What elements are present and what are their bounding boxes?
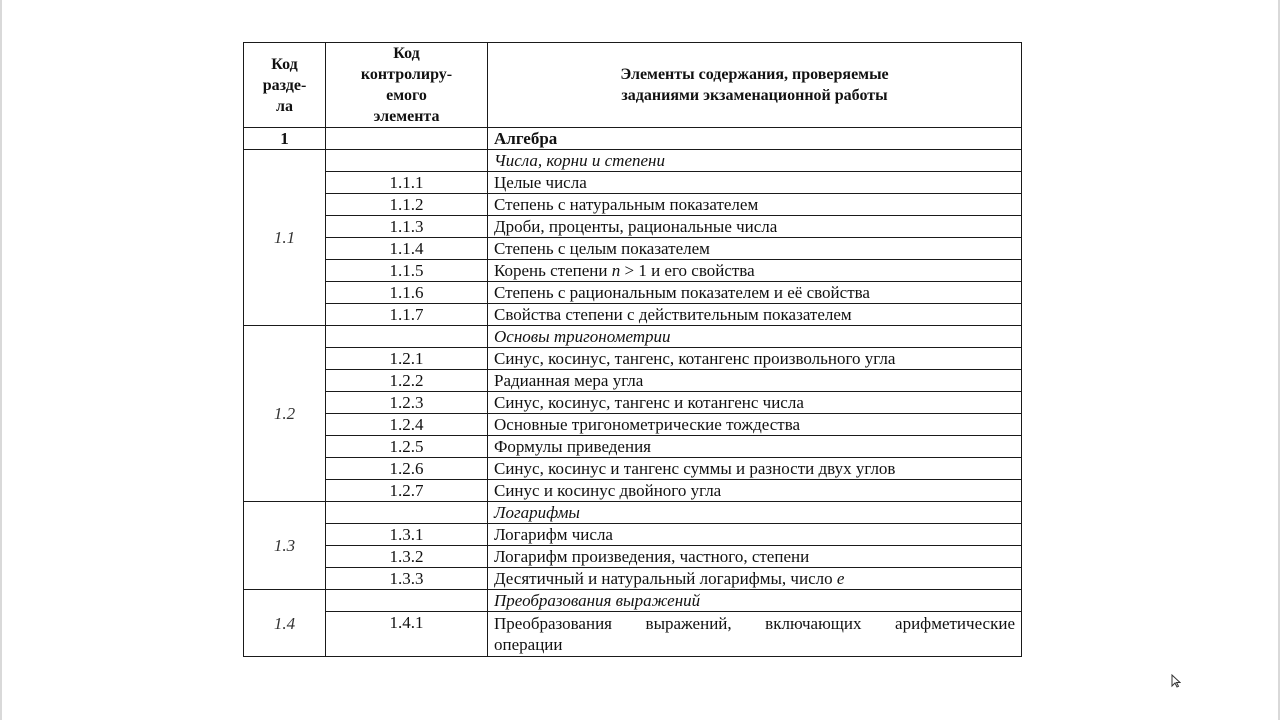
table-row	[244, 524, 1022, 546]
element-code: 1.1.6	[326, 282, 488, 304]
empty-cell	[326, 590, 488, 612]
element-text: Десятичный и натуральный логарифмы, число e	[488, 568, 1022, 590]
table-row	[244, 436, 1022, 458]
element-code: 1.1.4	[326, 238, 488, 260]
subsection-title: Логарифмы	[488, 502, 1022, 524]
table-row	[244, 194, 1022, 216]
subsection-row	[244, 150, 1022, 172]
empty-cell	[326, 326, 488, 348]
element-code: 1.2.2	[326, 370, 488, 392]
element-text: Степень с целым показателем	[488, 238, 1022, 260]
element-text: Дроби, проценты, рациональные числа	[488, 216, 1022, 238]
element-text: Синус и косинус двойного угла	[488, 480, 1022, 502]
element-text: Синус, косинус и тангенс суммы и разности двух углов	[488, 458, 1022, 480]
element-text: Синус, косинус, тангенс, котангенс произвольного угла	[488, 348, 1022, 370]
subsection-code: 1.2	[244, 326, 326, 502]
element-code: 1.1.5	[326, 260, 488, 282]
header-element-code: Код контролиру- емого элемента	[326, 43, 488, 128]
subsection-code: 1.3	[244, 502, 326, 590]
element-text: Степень с рациональным показателем и её свойства	[488, 282, 1022, 304]
element-text: Целые числа	[488, 172, 1022, 194]
mouse-cursor-icon	[1171, 674, 1181, 688]
element-text: Формулы приведения	[488, 436, 1022, 458]
table-row	[244, 260, 1022, 282]
element-code: 1.2.1	[326, 348, 488, 370]
subsection-row	[244, 590, 1022, 612]
subsection-title: Числа, корни и степени	[488, 150, 1022, 172]
table-row	[244, 546, 1022, 568]
codifier-table	[243, 42, 1022, 657]
table-row	[244, 392, 1022, 414]
element-text: Преобразования выражений, включающих арифметические операции	[488, 612, 1022, 657]
section-code: 1	[244, 128, 326, 150]
table-row	[244, 480, 1022, 502]
element-text: Радианная мера угла	[488, 370, 1022, 392]
element-code: 1.2.5	[326, 436, 488, 458]
table-row	[244, 370, 1022, 392]
element-code: 1.1.3	[326, 216, 488, 238]
element-code: 1.3.2	[326, 546, 488, 568]
element-text: Степень с натуральным показателем	[488, 194, 1022, 216]
element-code: 1.2.4	[326, 414, 488, 436]
header-section-code: Код разде- ла	[244, 43, 326, 128]
element-text: Логарифм произведения, частного, степени	[488, 546, 1022, 568]
subsection-title: Основы тригонометрии	[488, 326, 1022, 348]
table-row	[244, 238, 1022, 260]
section-row	[244, 128, 1022, 150]
subsection-code: 1.1	[244, 150, 326, 326]
element-code: 1.2.3	[326, 392, 488, 414]
element-text: Свойства степени с действительным показателем	[488, 304, 1022, 326]
variable-e: e	[836, 569, 845, 588]
subsection-title: Преобразования выражений	[488, 590, 1022, 612]
subsection-code: 1.4	[244, 590, 326, 657]
empty-cell	[326, 128, 488, 150]
table-row	[244, 282, 1022, 304]
header-content-elements: Элементы содержания, проверяемые заданиями экзаменационной работы	[488, 43, 1022, 128]
empty-cell	[326, 502, 488, 524]
page-edge-left	[0, 0, 2, 720]
subsection-row	[244, 326, 1022, 348]
section-title: Алгебра	[488, 128, 1022, 150]
element-code: 1.3.1	[326, 524, 488, 546]
element-text: Логарифм числа	[488, 524, 1022, 546]
table-row	[244, 304, 1022, 326]
element-text: Синус, косинус, тангенс и котангенс числа	[488, 392, 1022, 414]
table-row	[244, 216, 1022, 238]
element-code: 1.1.2	[326, 194, 488, 216]
element-text: Основные тригонометрические тождества	[488, 414, 1022, 436]
table-row	[244, 348, 1022, 370]
table-header-row	[244, 43, 1022, 128]
empty-cell	[326, 150, 488, 172]
element-code: 1.2.6	[326, 458, 488, 480]
subsection-row	[244, 502, 1022, 524]
element-code: 1.1.1	[326, 172, 488, 194]
variable-n: n	[611, 261, 621, 280]
element-text: Корень степени n > 1 и его свойства	[488, 260, 1022, 282]
element-code: 1.3.3	[326, 568, 488, 590]
table-row	[244, 172, 1022, 194]
element-code: 1.4.1	[326, 612, 488, 657]
table-row	[244, 568, 1022, 590]
element-code: 1.2.7	[326, 480, 488, 502]
table-row	[244, 414, 1022, 436]
table-row	[244, 458, 1022, 480]
table-row	[244, 612, 1022, 657]
element-code: 1.1.7	[326, 304, 488, 326]
